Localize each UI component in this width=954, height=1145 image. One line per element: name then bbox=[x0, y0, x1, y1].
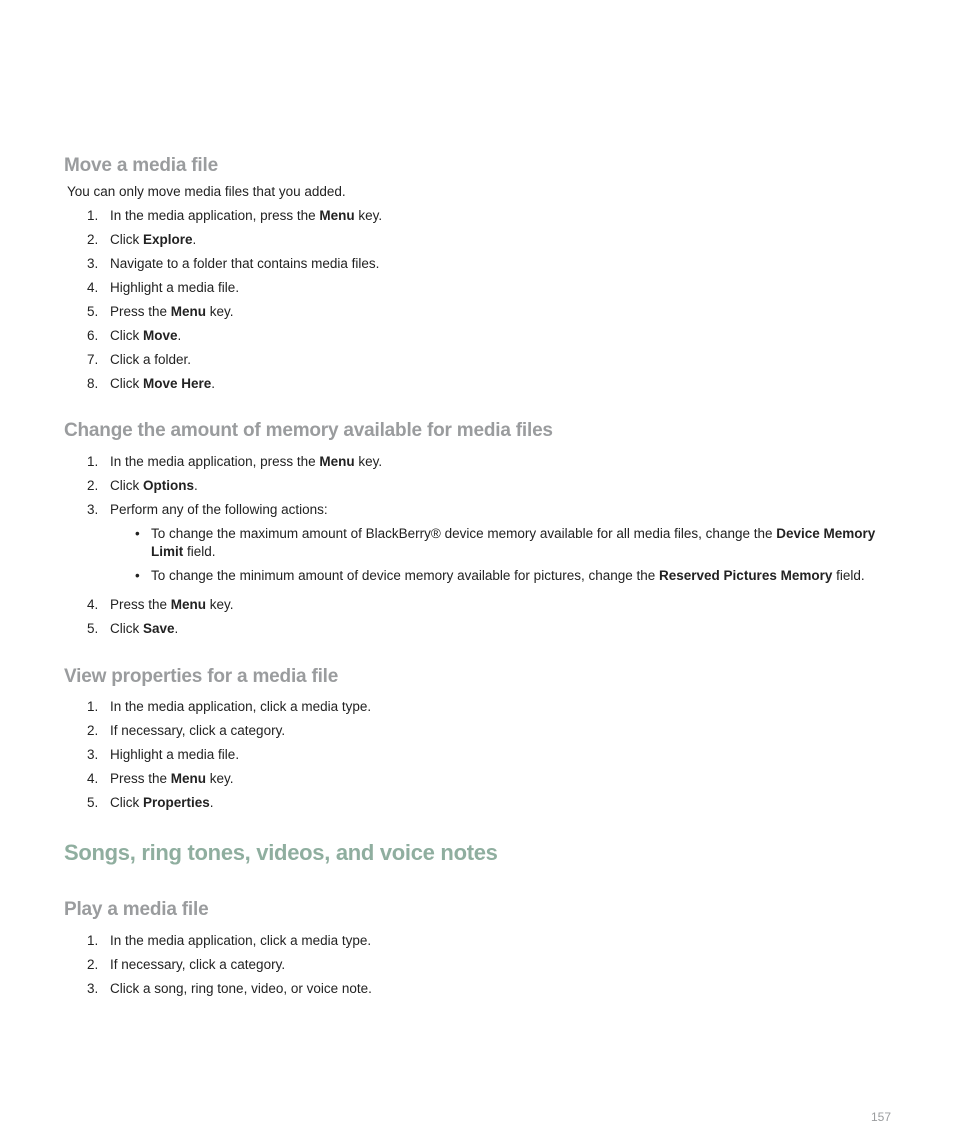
list-item bbox=[0, 453, 891, 471]
step-number: 6. bbox=[87, 328, 99, 343]
step-number: 2. bbox=[87, 232, 99, 247]
list-item bbox=[0, 477, 891, 495]
bullet-text-end: field. bbox=[183, 544, 216, 559]
step-text: Highlight a media file. bbox=[110, 747, 240, 762]
step-ui-term: Save bbox=[143, 621, 175, 636]
step-number: 2. bbox=[87, 723, 99, 738]
step-number: 4. bbox=[87, 771, 99, 786]
step-text: Click bbox=[110, 621, 143, 636]
step-text: In the media application, click a media type. bbox=[110, 699, 372, 714]
step-number: 4. bbox=[87, 597, 99, 612]
step-ui-term: Move Here bbox=[143, 376, 212, 391]
step-number: 5. bbox=[87, 304, 99, 319]
step-text: In the media application, click a media type. bbox=[110, 933, 372, 948]
step-number: 3. bbox=[87, 256, 99, 271]
list-item bbox=[0, 620, 234, 638]
intro-move-media-file: You can only move media files that you added. bbox=[67, 184, 346, 199]
step-ui-term: Move bbox=[143, 328, 178, 343]
step-text: Click bbox=[110, 232, 143, 247]
step-number: 4. bbox=[87, 280, 99, 295]
list-item bbox=[0, 722, 371, 740]
steps-move-media-file bbox=[0, 207, 382, 399]
step-ui-term: Menu bbox=[170, 304, 207, 319]
step-text-end: key. bbox=[354, 208, 383, 223]
step-text-end: . bbox=[174, 621, 179, 636]
step-text: Click bbox=[110, 478, 143, 493]
step-number: 1. bbox=[87, 933, 99, 948]
step-number: 3. bbox=[87, 981, 99, 996]
step-text: Press the bbox=[110, 597, 171, 612]
step-text: If necessary, click a category. bbox=[110, 957, 286, 972]
list-item bbox=[0, 255, 382, 273]
step-text-end: . bbox=[192, 232, 197, 247]
step-text: Click a song, ring tone, video, or voice note. bbox=[110, 981, 372, 996]
steps-change-memory-continued bbox=[0, 596, 234, 644]
step-number: 5. bbox=[87, 621, 99, 636]
list-item bbox=[0, 770, 371, 788]
step-text: In the media application, press the bbox=[110, 454, 320, 469]
list-item bbox=[0, 501, 891, 585]
step-number: 3. bbox=[87, 502, 99, 517]
step-ui-term: Properties bbox=[143, 795, 210, 810]
step-text-end: . bbox=[209, 795, 214, 810]
heading-move-media-file: Move a media file bbox=[64, 155, 218, 176]
step-text: Click bbox=[110, 795, 143, 810]
list-item bbox=[0, 746, 371, 764]
step-ui-term: Options bbox=[143, 478, 194, 493]
steps-play-media-file bbox=[0, 932, 372, 1004]
bullet-marker: • bbox=[135, 568, 140, 583]
step-text: Press the bbox=[110, 771, 171, 786]
step-ui-term: Menu bbox=[170, 771, 207, 786]
step-text: Navigate to a folder that contains media files. bbox=[110, 256, 380, 271]
list-item bbox=[0, 698, 371, 716]
step-text-end: key. bbox=[206, 597, 234, 612]
step-text: Click a folder. bbox=[110, 352, 192, 367]
step-text: Perform any of the following actions: bbox=[110, 502, 328, 517]
step-ui-term: Menu bbox=[319, 208, 355, 223]
bullet-text: To change the maximum amount of BlackBerry® device memory available for all media files, change the bbox=[151, 526, 777, 541]
step-text-end: key. bbox=[354, 454, 383, 469]
step-text-end: . bbox=[194, 478, 198, 493]
step-number: 3. bbox=[87, 747, 99, 762]
step-ui-term: Menu bbox=[170, 597, 207, 612]
step-number: 8. bbox=[87, 376, 99, 391]
list-item bbox=[0, 794, 371, 812]
step-number: 5. bbox=[87, 795, 99, 810]
action-options-list bbox=[110, 525, 891, 585]
list-item bbox=[0, 980, 372, 998]
list-item bbox=[0, 596, 234, 614]
step-text: Click bbox=[110, 376, 143, 391]
list-item bbox=[0, 956, 372, 974]
heading-change-memory: Change the amount of memory available for media files bbox=[64, 420, 553, 441]
step-number: 2. bbox=[87, 957, 99, 972]
steps-view-properties bbox=[0, 698, 371, 818]
list-item bbox=[0, 932, 372, 950]
heading-view-properties: View properties for a media file bbox=[64, 666, 339, 687]
list-item bbox=[0, 327, 382, 345]
bullet-text: To change the minimum amount of device memory available for pictures, change the bbox=[151, 568, 660, 583]
list-item bbox=[0, 231, 382, 249]
list-item bbox=[0, 375, 382, 393]
step-ui-term: Menu bbox=[319, 454, 355, 469]
step-text: In the media application, press the bbox=[110, 208, 320, 223]
list-item bbox=[110, 567, 891, 585]
steps-change-memory bbox=[0, 453, 891, 591]
bullet-ui-term: Reserved Pictures Memory bbox=[659, 568, 833, 583]
page-number: 157 bbox=[871, 1110, 892, 1124]
list-item bbox=[110, 525, 891, 561]
step-number: 2. bbox=[87, 478, 99, 493]
step-ui-term: Explore bbox=[143, 232, 193, 247]
heading-play-media-file: Play a media file bbox=[64, 899, 209, 920]
step-number: 7. bbox=[87, 352, 99, 367]
step-text: Press the bbox=[110, 304, 171, 319]
list-item bbox=[0, 207, 382, 225]
bullet-ui-term: Device Memory Limit bbox=[151, 526, 876, 559]
list-item bbox=[0, 279, 382, 297]
bullet-text-end: field. bbox=[832, 568, 865, 583]
heading-songs-ringtones-videos-voice-notes: Songs, ring tones, videos, and voice notes bbox=[64, 840, 498, 865]
step-text-end: . bbox=[177, 328, 182, 343]
step-text-end: key. bbox=[206, 771, 234, 786]
step-number: 1. bbox=[87, 454, 99, 469]
step-text-end: key. bbox=[206, 304, 234, 319]
step-number: 1. bbox=[87, 208, 99, 223]
step-text: Highlight a media file. bbox=[110, 280, 240, 295]
list-item bbox=[0, 303, 382, 321]
step-text: If necessary, click a category. bbox=[110, 723, 286, 738]
step-text-end: . bbox=[211, 376, 216, 391]
bullet-marker: • bbox=[135, 526, 140, 541]
list-item bbox=[0, 351, 382, 369]
step-number: 1. bbox=[87, 699, 99, 714]
step-text: Click bbox=[110, 328, 143, 343]
